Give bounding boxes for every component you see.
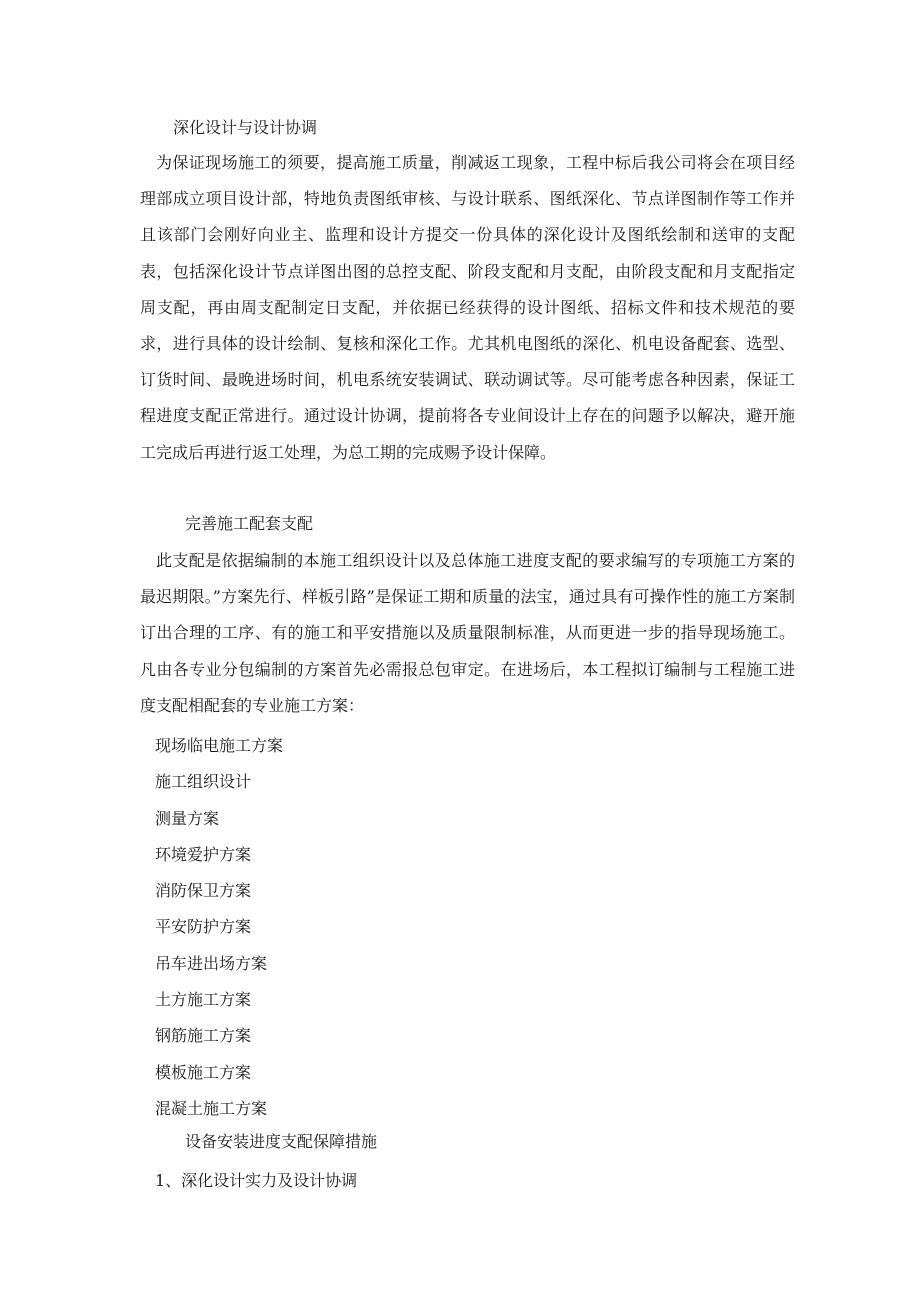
list-item: 钢筋施工方案: [155, 1026, 252, 1046]
list-item: 平安防护方案: [155, 917, 252, 937]
list-item: 现场临电施工方案: [155, 736, 284, 755]
list-item: 吊车进出场方案: [155, 953, 268, 973]
section-heading-design-coordination: 深化设计与设计协调: [173, 118, 318, 137]
list-item: 环境爱护方案: [155, 844, 252, 864]
list-item: 混凝土施工方案: [155, 1098, 268, 1118]
list-item: 测量方案: [155, 808, 220, 828]
section-heading-installation-progress: 设备安装进度支配保障措施: [185, 1132, 378, 1151]
list-item: 土方施工方案: [155, 990, 252, 1010]
paragraph-design-coordination: 为保证现场施工的须要，提高施工质量，削减返工现象，工程中标后我公司将会在项目经理部成立项目设计部，特地负责图纸审核、与设计联系、图纸深化、节点详图制作等工作并且该部门会刚好向业主、监理和设计方提交一份具体的深化设计及图纸绘制和送审的支配表，包括深化设计节点详图出图的总控支配、阶段支配和月支配，由阶段支配和月支配指定周支配，再由周支配制定日支配，并依据已经获得的设计图纸、招标文件和技术规范的要求，进行具体的设计绘制、复核和深化工作。尤其机电图纸的深化、机电设备配套、选型、订货时间、最晚进场时间，机电系统安装调试、联动调试等。尽可能考虑各种因素，保证工程进度支配正常进行。通过设计协调，提前将各专业间设计上存在的问题予以解决，避开施工完成后再进行返工处理，为总工期的完成赐予设计保障。: [140, 153, 795, 462]
plan-list: [155, 735, 283, 1134]
section-heading-construction-plan: 完善施工配套支配: [185, 514, 314, 533]
list-item: 模板施工方案: [155, 1062, 252, 1082]
paragraph-construction-plan: 此支配是依据编制的本施工组织设计以及总体施工进度支配的要求编写的专项施工方案的最迟期限。”方案先行、样板引路”是保证工期和质量的法宝，通过具有可操作性的施工方案制订出合理的工序、有的施工和平安措施以及质量限制标准，从而更进一步的指导现场施工。凡由各专业分包编制的方案首先必需报总包审定。在进场后，本工程拟订编制与工程施工进度支配相配套的专业施工方案：: [140, 551, 795, 715]
numbered-item-design-capability: 1、深化设计实力及设计协调: [155, 1171, 358, 1190]
list-item: 施工组织设计: [155, 772, 252, 792]
list-item: 消防保卫方案: [155, 881, 252, 901]
